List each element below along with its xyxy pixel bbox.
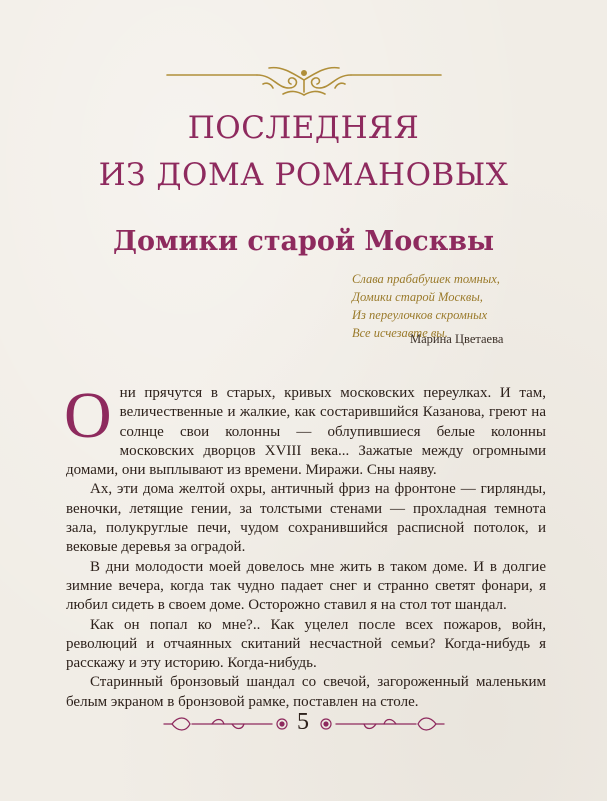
chapter-title-line-1: ПОСЛЕДНЯЯ xyxy=(187,110,420,146)
top-ornament xyxy=(165,64,443,98)
paragraph: Ах, эти дома желтой охры, античный фриз на фронтоне — гирлянды, веночки, летящие гении, за толстыми стенами — прохладная темнота зала, полукруглые печи, чудом сохранившийся расписной потолок, и вековые деревья за оградой. xyxy=(66,481,546,556)
epigraph-line: Все исчезаете вы. xyxy=(352,326,448,340)
chapter-title-line-2: ИЗ ДОМА РОМАНОВЫХ xyxy=(98,157,509,193)
epigraph-line: Из переулочков скромных xyxy=(352,308,488,322)
epigraph xyxy=(352,270,562,346)
chapter-subtitle: Домики старой Москвы xyxy=(112,226,495,257)
paragraph-text: ни прячутся в старых, кривых московских переулках. И там, величественные и жалкие, как состарившийся Казанова, греют на солнце свои колонны — облупившиеся белые колонны московских дворцов XVIII века... Зажатые между огромными домами, они выплывают из времени. Миражи. Сны наяву. xyxy=(66,385,546,479)
paragraph: Как он попал ко мне?.. Как уцелел после всех пожаров, войн, революций и отчаянных скитаний несчастной семьи? Когда-нибудь я расскажу и эту историю. Когда-нибудь. xyxy=(66,616,546,672)
paragraph: Старинный бронзовый шандал со свечой, загороженный маленьким белым экраном в бронзовой рамке, поставлен на столе. xyxy=(66,674,546,710)
page-number: 5 xyxy=(297,709,309,735)
epigraph-author: Марина Цветаева xyxy=(410,332,504,346)
body-text xyxy=(64,379,546,712)
paragraph: В дни молодости моей довелось мне жить в таком доме. И в долгие зимние вечера, когда так чудно падает снег и странно светят фонари, я любил сидеть в своем доме. Осторожно ставил я на стол тот шандал. xyxy=(66,558,546,614)
epigraph-line: Домики старой Москвы, xyxy=(352,290,483,304)
drop-cap: О xyxy=(64,379,112,452)
epigraph-line: Слава прабабушек томных, xyxy=(352,272,500,286)
paragraph xyxy=(64,379,546,480)
